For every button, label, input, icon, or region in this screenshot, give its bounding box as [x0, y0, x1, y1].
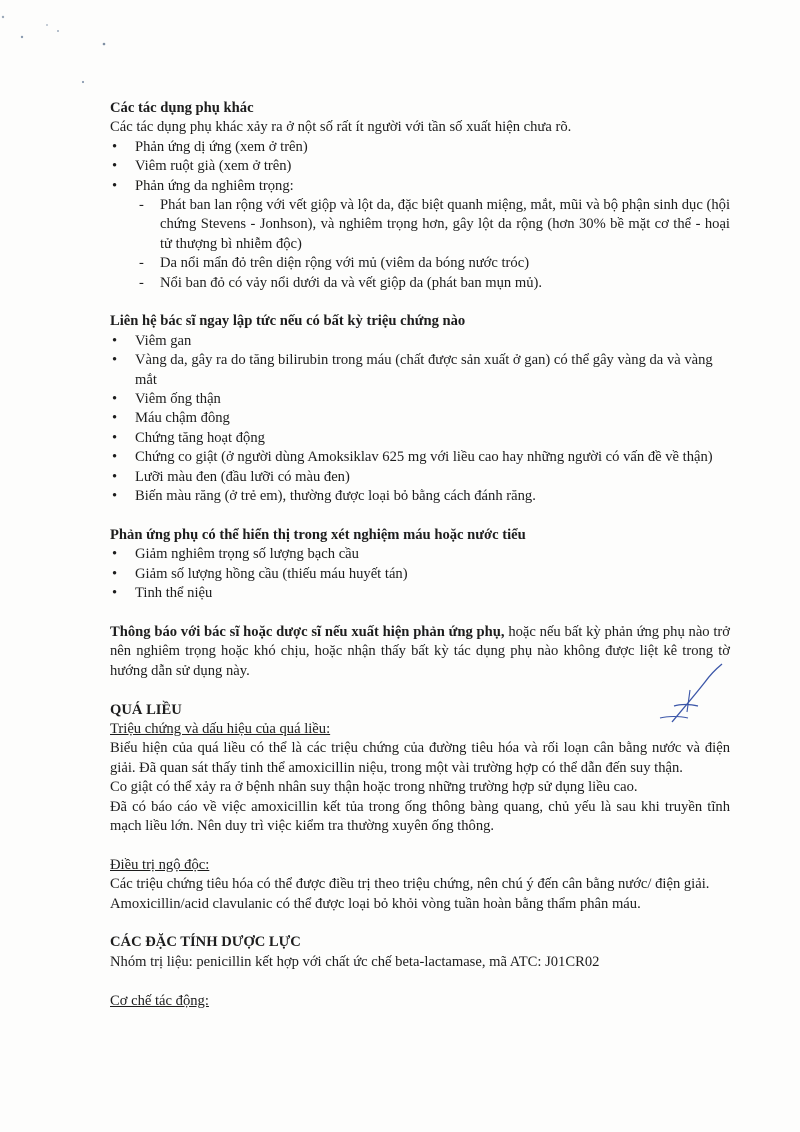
overdose-treatment-paragraph-1: Các triệu chứng tiêu hóa có thể được điều trị theo triệu chứng, nên chú ý đến cân bằng nước/ điện giải. [110, 876, 710, 893]
contact-doctor-heading: Liên hệ bác sĩ ngay lập tức nếu có bất kỳ triệu chứng nào [110, 313, 466, 330]
contact-doctor-list [110, 332, 730, 507]
list-item: • Viêm gan [110, 332, 730, 351]
list-item: • Chứng tăng hoạt động [110, 429, 730, 448]
list-item: • Viêm ống thận [110, 390, 730, 409]
list-item: • Tinh thể niệu [110, 584, 730, 603]
overdose-symptoms-heading: Triệu chứng và dấu hiệu của quá liều: [110, 720, 331, 737]
overdose-heading: QUÁ LIỀU [110, 701, 182, 718]
list-item: • Giảm số lượng hồng cầu (thiếu máu huyết tán) [110, 565, 730, 584]
notify-bold: Thông báo với bác sĩ hoặc dược sĩ nếu xuất hiện phản ứng phụ, [110, 623, 505, 640]
sub-list-item: - Phát ban lan rộng với vết giộp và lột da, đặc biệt quanh miệng, mắt, mũi và bộ phận sinh dục (hội chứng Stevens - Jonhson), và nghiêm trọng hơn, gây lột da rộng (hơn 30% bề mặt cơ thể - hoại tử thượng bì nhiễm độc) [135, 196, 730, 254]
list-item [110, 177, 730, 293]
list-item: • Lưỡi màu đen (đầu lưỡi có màu đen) [110, 468, 730, 487]
overdose-treatment-heading: Điều trị ngộ độc: [110, 856, 210, 873]
notify-paragraph [110, 623, 730, 681]
pharmacodynamics-group: Nhóm trị liệu: penicillin kết hợp với chất ức chế beta-lactamase, mã ATC: J01CR02 [110, 953, 600, 970]
side-effects-heading: Các tác dụng phụ khác [110, 100, 254, 116]
overdose-treatment-paragraph-2: Amoxicillin/acid clavulanic có thể được loại bỏ khỏi vòng tuần hoàn bằng thẩm phân máu. [110, 895, 641, 912]
mechanism-heading: Cơ chế tác động: [110, 992, 209, 1009]
pharmacodynamics-heading: CÁC ĐẶC TÍNH DƯỢC LỰC [110, 934, 301, 951]
list-item: • Vàng da, gây ra do tăng bilirubin trong máu (chất được sản xuất ở gan) có thể gây vàng da và vàng mắt [110, 351, 730, 390]
sub-list-item: - Da nổi mẩn đỏ trên diện rộng với mủ (viêm da bóng nước tróc) [135, 254, 730, 273]
list-item: • Viêm ruột già (xem ở trên) [110, 157, 730, 176]
list-item: • Biến màu răng (ở trẻ em), thường được loại bỏ bằng cách đánh răng. [110, 487, 730, 506]
scan-noise-marks [0, 0, 120, 90]
overdose-symptoms-paragraph-2: Co giật có thể xảy ra ở bệnh nhân suy thận hoặc trong những trường hợp sử dụng liều cao. [110, 779, 638, 796]
document-page [110, 99, 730, 1011]
severe-skin-reactions-list [135, 196, 730, 293]
blood-tests-list [110, 545, 730, 603]
side-effects-intro: Các tác dụng phụ khác xảy ra ở nột số rất ít người với tần số xuất hiện chưa rõ. [110, 119, 572, 136]
side-effects-list [110, 138, 730, 293]
list-item: • Phản ứng dị ứng (xem ở trên) [110, 138, 730, 157]
sub-list-item: - Nổi ban đỏ có vảy nổi dưới da và vết giộp da (phát ban mụn mủ). [135, 274, 730, 293]
overdose-symptoms-paragraph-3: Đã có báo cáo về việc amoxicillin kết tủa trong ống thông bàng quang, chủ yếu là sau khi truyền tĩnh mạch liều lớn. Nên duy trì việc kiểm tra thường xuyên ống thông. [110, 798, 730, 834]
list-item: • Giảm nghiêm trọng số lượng bạch cầu [110, 545, 730, 564]
list-item-text: Phản ứng da nghiêm trọng: [135, 177, 294, 194]
notify-text: hoặc nếu bất kỳ phản ứng phụ nào trở nên nghiêm trọng hoặc khó chịu, hoặc nhận thấy bất kỳ tác dụng phụ nào không được liệt kê trong tờ hướng dẫn sử dụng này. [110, 623, 730, 679]
list-item: • Chứng co giật (ở người dùng Amoksiklav 625 mg với liều cao hay những người có vấn đề về thận) [110, 448, 730, 467]
blood-tests-heading: Phản ứng phụ có thể hiển thị trong xét nghiệm máu hoặc nước tiểu [110, 526, 526, 543]
overdose-symptoms-paragraph-1: Biểu hiện của quá liều có thể là các triệu chứng của đường tiêu hóa và rối loạn cân bằng nước và điện giải. Đã quan sát thấy tinh thể amoxicillin niệu, trong một vài trường hợp có thể dẫn đến suy thận. [110, 740, 730, 776]
list-item: • Máu chậm đông [110, 409, 730, 428]
